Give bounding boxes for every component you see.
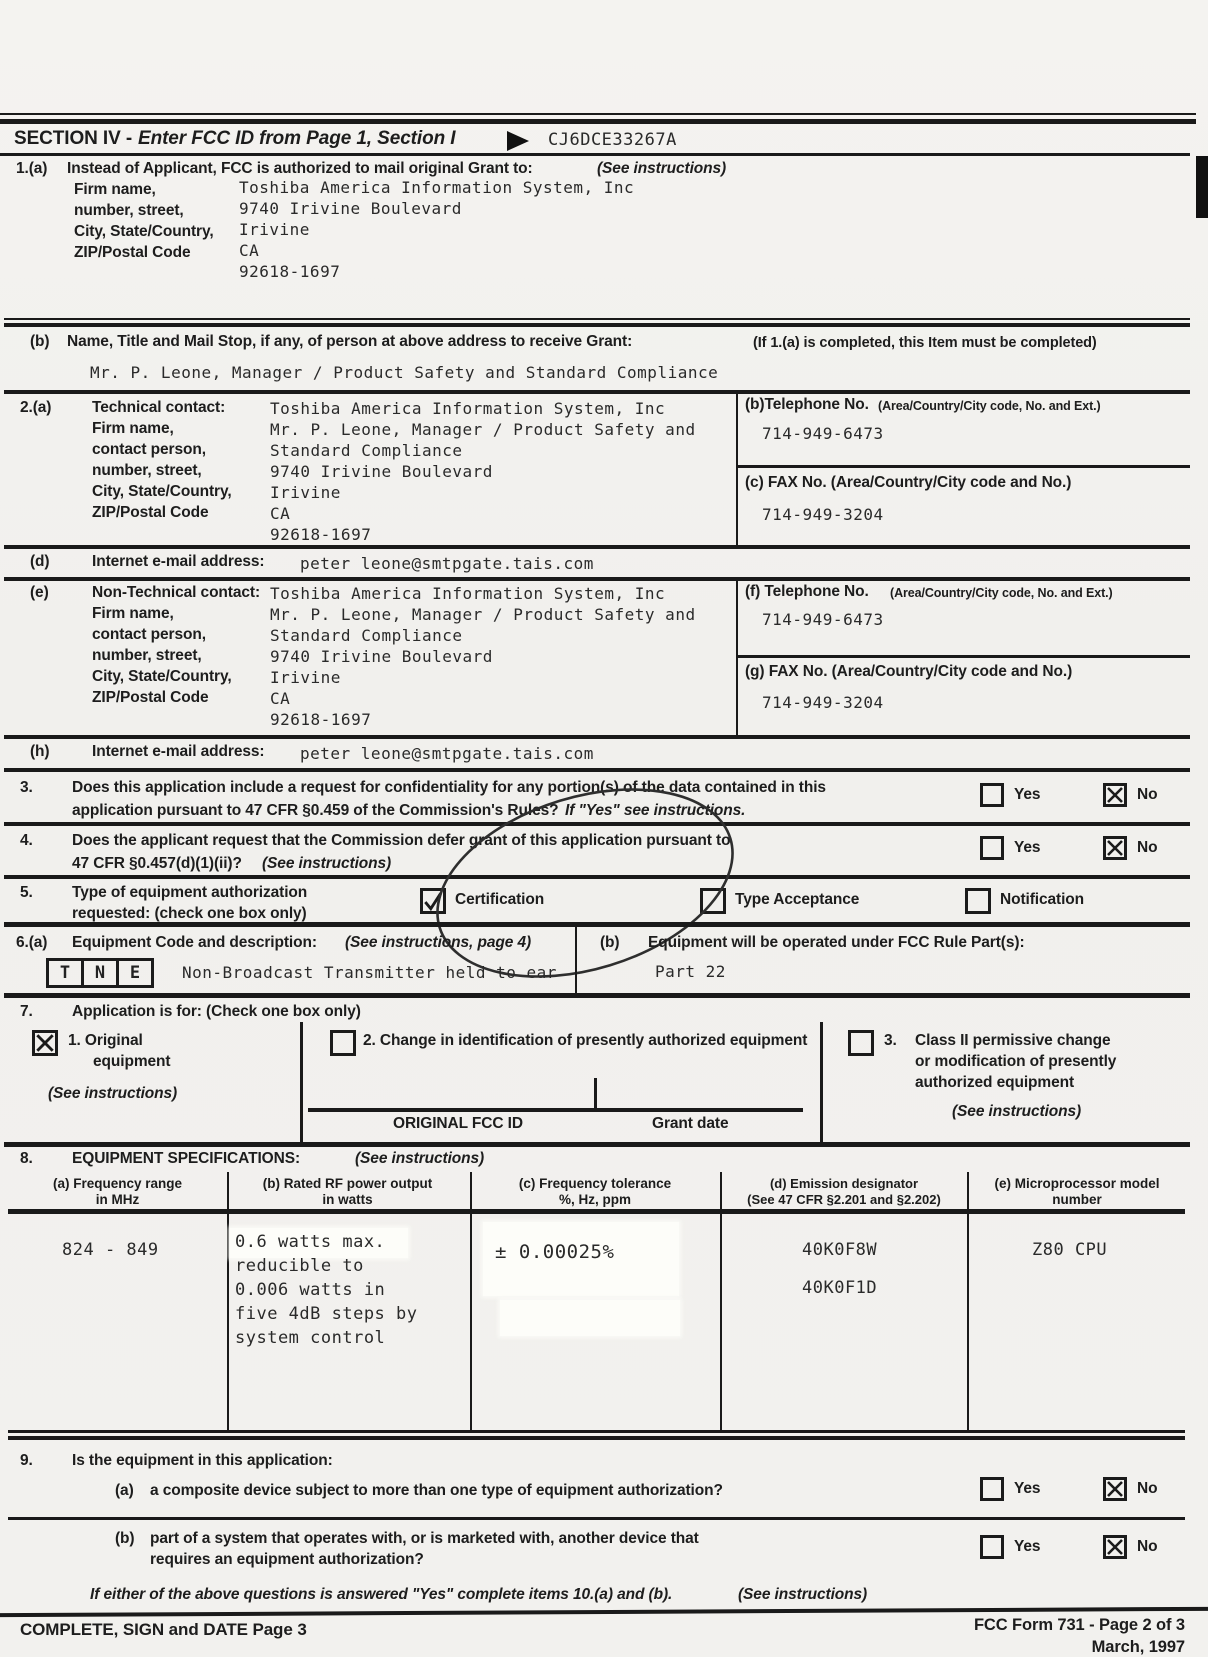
certification-label: Certification [455,891,545,908]
tech-contact-line: 92618-1697 [270,525,372,544]
rule [470,1172,472,1433]
field-label: Firm name, [92,605,174,622]
tech-contact-line: Standard Compliance [270,441,463,460]
nontech-contact-line: 92618-1697 [270,710,372,729]
item4-yes-label: Yes [1014,839,1041,856]
field-label: Firm name, [74,181,156,198]
field-label: City, State/Country, [92,668,232,685]
grantee-firm-name: Toshiba America Information System, Inc [239,178,635,197]
whiteout-patch [500,1300,680,1336]
rule [736,465,1190,468]
rule [4,922,1190,927]
rule [4,545,1190,549]
item6b-number: (b) [600,934,620,951]
item1b-number: (b) [30,333,50,350]
item9-note: If either of the above questions is answered "Yes" complete items 10.(a) and (b). [90,1586,673,1603]
rule-parts-value: Part 22 [655,962,726,981]
power-line: five 4dB steps by [235,1304,418,1324]
rule [8,1436,1185,1440]
item9b-no-label: No [1137,1538,1158,1555]
col-header-line: (c) Frequency tolerance [518,1176,672,1191]
x-mark-icon [1105,838,1125,858]
rule [308,1108,803,1112]
item2a-label: Technical contact: [92,399,226,416]
item2e-number: (e) [30,584,49,601]
col-header-line: number [1052,1192,1102,1207]
power-line: 0.006 watts in [235,1280,386,1300]
rule [594,1078,597,1108]
section-title: Enter FCC ID from Page 1, Section I [138,128,456,149]
rule [0,113,1196,115]
tech-contact-line: 9740 Irivine Boulevard [270,462,493,481]
col-header-line: in watts [322,1192,373,1207]
item2d-number: (d) [30,553,50,570]
item8-see-instructions: (See instructions) [355,1150,485,1167]
field-label: ZIP/Postal Code [74,244,191,261]
tech-contact-line: CA [270,504,291,523]
item6b-label: Equipment will be operated under FCC Rule Part(s): [648,934,1025,951]
item6a-see-instructions: (See instructions, page 4) [345,934,532,951]
footer-instruction: COMPLETE, SIGN and DATE Page 3 [20,1620,307,1639]
item4-number: 4. [20,832,33,849]
original-equipment-checkbox[interactable] [32,1030,58,1056]
rule [720,1172,722,1433]
hand-drawn-circle-annotation [415,783,755,983]
item4-line2: 47 CFR §0.457(d)(1)(ii)? [72,855,242,872]
col-header-power [235,1176,460,1208]
microprocessor-value: Z80 CPU [1032,1240,1108,1260]
item2a-number: 2.(a) [20,399,52,416]
fcc-id-value: CJ6DCE33267A [548,130,677,150]
item2e-label: Non-Technical contact: [92,584,261,601]
col-header-frequency [20,1176,215,1208]
type-acceptance-label: Type Acceptance [735,891,860,908]
tech-fax-value: 714-949-3204 [762,505,884,524]
col-header-line: (e) Microprocessor model [994,1176,1160,1191]
grantee-zip: 92618-1697 [239,262,341,281]
col-header-microprocessor [972,1176,1182,1208]
rule [300,1022,303,1142]
equipment-code-letter: E [129,963,141,983]
col-header-line: (See 47 CFR §2.201 and §2.202) [747,1192,941,1207]
grantee-city: Irivine [239,220,310,239]
item1a-label: Instead of Applicant, FCC is authorized to mail original Grant to: [67,160,533,177]
item9b-number: (b) [115,1530,135,1547]
x-mark-icon [1105,785,1125,805]
rule [4,390,1190,394]
field-label: contact person, [92,441,206,458]
field-label: Firm name, [92,420,174,437]
rule [4,768,1190,772]
item9a-text: a composite device subject to more than one type of equipment authorization? [150,1482,723,1499]
item9b-yes-checkbox[interactable] [980,1535,1004,1559]
field-label: number, street, [92,647,202,664]
item1a-see-instructions: (See instructions) [597,160,727,177]
emission-designator: 40K0F8W [802,1240,878,1260]
item9b-line2: requires an equipment authorization? [150,1551,424,1568]
rule [4,735,1190,739]
field-label: number, street, [92,462,202,479]
item4-no-checkbox[interactable] [1103,836,1127,860]
equipment-code-letter: T [59,963,71,983]
rule [4,993,1190,998]
rule [820,1022,823,1142]
item2c-label: (c) FAX No. (Area/Country/City code and No.) [745,474,1072,491]
col-header-line: (b) Rated RF power output [262,1176,433,1191]
item7-label: Application is for: (Check one box only) [72,1003,361,1020]
item9b-line1: part of a system that operates with, or is marketed with, another device that [150,1530,699,1547]
item7-opt1-line1: 1. Original [68,1032,143,1049]
equipment-code-box-2[interactable] [81,958,119,988]
item9a-no-label: No [1137,1480,1158,1497]
item6a-label: Equipment Code and description: [72,934,317,951]
item3-line1: Does this application include a request for confidentiality for any portion(s) of the data contained in this [72,779,826,796]
item9a-no-checkbox[interactable] [1103,1477,1127,1501]
col-header-tolerance [478,1176,712,1208]
item7-opt3-line3: authorized equipment [915,1074,1075,1091]
x-mark-icon [1105,1479,1125,1499]
notification-checkbox[interactable] [965,888,991,914]
item8-title: EQUIPMENT SPECIFICATIONS: [72,1150,301,1167]
equipment-code-box-3[interactable] [116,958,154,988]
item9a-yes-label: Yes [1014,1480,1041,1497]
equipment-code-letter: N [94,963,106,983]
item2f-label-small: (Area/Country/City code, No. and Ext.) [890,586,1113,600]
equipment-description: Non-Broadcast Transmitter held to ear [182,963,557,982]
rule [4,323,1190,327]
item9b-yes-label: Yes [1014,1538,1041,1555]
item1b-note: (If 1.(a) is completed, this Item must be completed) [753,335,1097,351]
item3-no-checkbox[interactable] [1103,783,1127,807]
rule [8,1209,1185,1214]
rule [4,577,1190,581]
footer-form-number: FCC Form 731 - Page 2 of 3 [973,1616,1185,1634]
nontech-contact-line: 9740 Irivine Boulevard [270,647,493,666]
power-line: system control [235,1328,386,1348]
item7-number: 7. [20,1003,33,1020]
item7-opt3-line2: or modification of presently [915,1053,1117,1070]
nontech-contact-line: CA [270,689,291,708]
item2h-label: Internet e-mail address: [92,743,265,760]
item5-line2: requested: (check one box only) [72,905,307,922]
scan-artifact [1196,156,1208,218]
item5-number: 5. [20,884,33,901]
rule [4,318,1190,320]
tech-email-value: peter leone@smtpgate.tais.com [300,554,594,573]
tech-contact-line: Irivine [270,483,341,502]
tech-contact-line: Mr. P. Leone, Manager / Product Safety and [270,420,696,439]
section-number: SECTION IV - [14,128,133,149]
field-label: City, State/Country, [74,223,214,240]
nontech-contact-line: Standard Compliance [270,626,463,645]
nontech-contact-line: Mr. P. Leone, Manager / Product Safety and [270,605,696,624]
item9-number: 9. [20,1452,33,1469]
change-identification-checkbox[interactable] [330,1030,356,1056]
rule [4,1142,1190,1147]
item7-opt3-line1: Class II permissive change [915,1032,1111,1049]
item7-opt3-number: 3. [884,1032,897,1049]
item7-opt2-label: 2. Change in identification of presently authorized equipment [363,1032,808,1049]
item2d-label: Internet e-mail address: [92,553,265,570]
rule [0,153,1190,156]
item2b-label-small: (Area/Country/City code, No. and Ext.) [878,399,1101,413]
item9-title: Is the equipment in this application: [72,1452,333,1469]
tech-telephone-value: 714-949-6473 [762,424,884,443]
grantee-state: CA [239,241,260,260]
nontech-email-value: peter leone@smtpgate.tais.com [300,744,594,763]
item9a-yes-checkbox[interactable] [980,1477,1004,1501]
item7-opt3-see: (See instructions) [952,1103,1082,1120]
rule [736,655,1190,658]
col-header-line: %, Hz, ppm [558,1192,631,1207]
class2-change-checkbox[interactable] [848,1030,874,1056]
grantee-street: 9740 Irivine Boulevard [239,199,462,218]
item3-line2-italic: If "Yes" see instructions. [565,802,746,819]
tech-contact-line: Toshiba America Information System, Inc [270,399,666,418]
rule [8,1517,1185,1520]
tolerance-value: ± 0.00025% [495,1241,615,1263]
item7-opt1-see: (See instructions) [48,1085,178,1102]
item8-number: 8. [20,1150,33,1167]
field-label: number, street, [74,202,184,219]
col-header-line: (d) Emission designator [769,1176,919,1191]
power-line: reducible to [235,1256,364,1276]
grant-date-label: Grant date [652,1115,729,1132]
item1b-label: Name, Title and Mail Stop, if any, of person at above address to receive Grant: [67,333,633,350]
notification-label: Notification [1000,891,1085,908]
item4-yes-checkbox[interactable] [980,836,1004,860]
field-label: ZIP/Postal Code [92,689,209,706]
rule [967,1172,969,1433]
item2b-label: (b)Telephone No. [745,396,869,413]
item3-yes-label: Yes [1014,786,1041,803]
rule [575,927,577,993]
col-header-line: in MHz [95,1192,140,1207]
x-mark-icon [34,1032,56,1054]
rule [8,1430,1185,1433]
item7-opt1-line2: equipment [93,1053,171,1070]
item4-line2-italic: (See instructions) [262,855,392,872]
emission-designator: 40K0F1D [802,1278,878,1298]
rule [0,119,1196,124]
rule [227,1172,229,1433]
arrow-right-icon [505,131,531,151]
item4-line1: Does the applicant request that the Commission defer grant of this application pursuant to [72,832,731,849]
item5-line1: Type of equipment authorization [72,884,308,901]
item3-line2: application pursuant to 47 CFR §0.459 of the Commission's Rules? [72,802,559,819]
nontech-telephone-value: 714-949-6473 [762,610,884,629]
power-line: 0.6 watts max. [235,1232,386,1252]
item9-note-see: (See instructions) [738,1586,868,1603]
frequency-range-value: 824 - 849 [62,1240,159,1260]
footer-date: March, 1997 [1091,1638,1185,1656]
item2g-label: (g) FAX No. (Area/Country/City code and No.) [745,663,1073,680]
item3-no-label: No [1137,786,1158,803]
nontech-contact-line: Toshiba America Information System, Inc [270,584,666,603]
item2h-number: (h) [30,743,50,760]
nontech-contact-line: Irivine [270,668,341,687]
field-label: City, State/Country, [92,483,232,500]
item2f-label: (f) Telephone No. [745,583,869,600]
field-label: contact person, [92,626,206,643]
original-fcc-id-label: ORIGINAL FCC ID [393,1115,523,1132]
field-label: ZIP/Postal Code [92,504,209,521]
item9a-number: (a) [115,1482,134,1499]
col-header-line: (a) Frequency range [52,1176,183,1191]
item9b-no-checkbox[interactable] [1103,1535,1127,1559]
item4-no-label: No [1137,839,1158,856]
item6a-number: 6.(a) [16,934,48,951]
item3-number: 3. [20,779,33,796]
col-header-emission [724,1176,964,1208]
item1b-value: Mr. P. Leone, Manager / Product Safety and Standard Compliance [90,363,719,382]
item3-yes-checkbox[interactable] [980,783,1004,807]
nontech-fax-value: 714-949-3204 [762,693,884,712]
item1a-number: 1.(a) [16,160,48,177]
x-mark-icon [1105,1537,1125,1557]
equipment-code-box-1[interactable] [46,958,84,988]
